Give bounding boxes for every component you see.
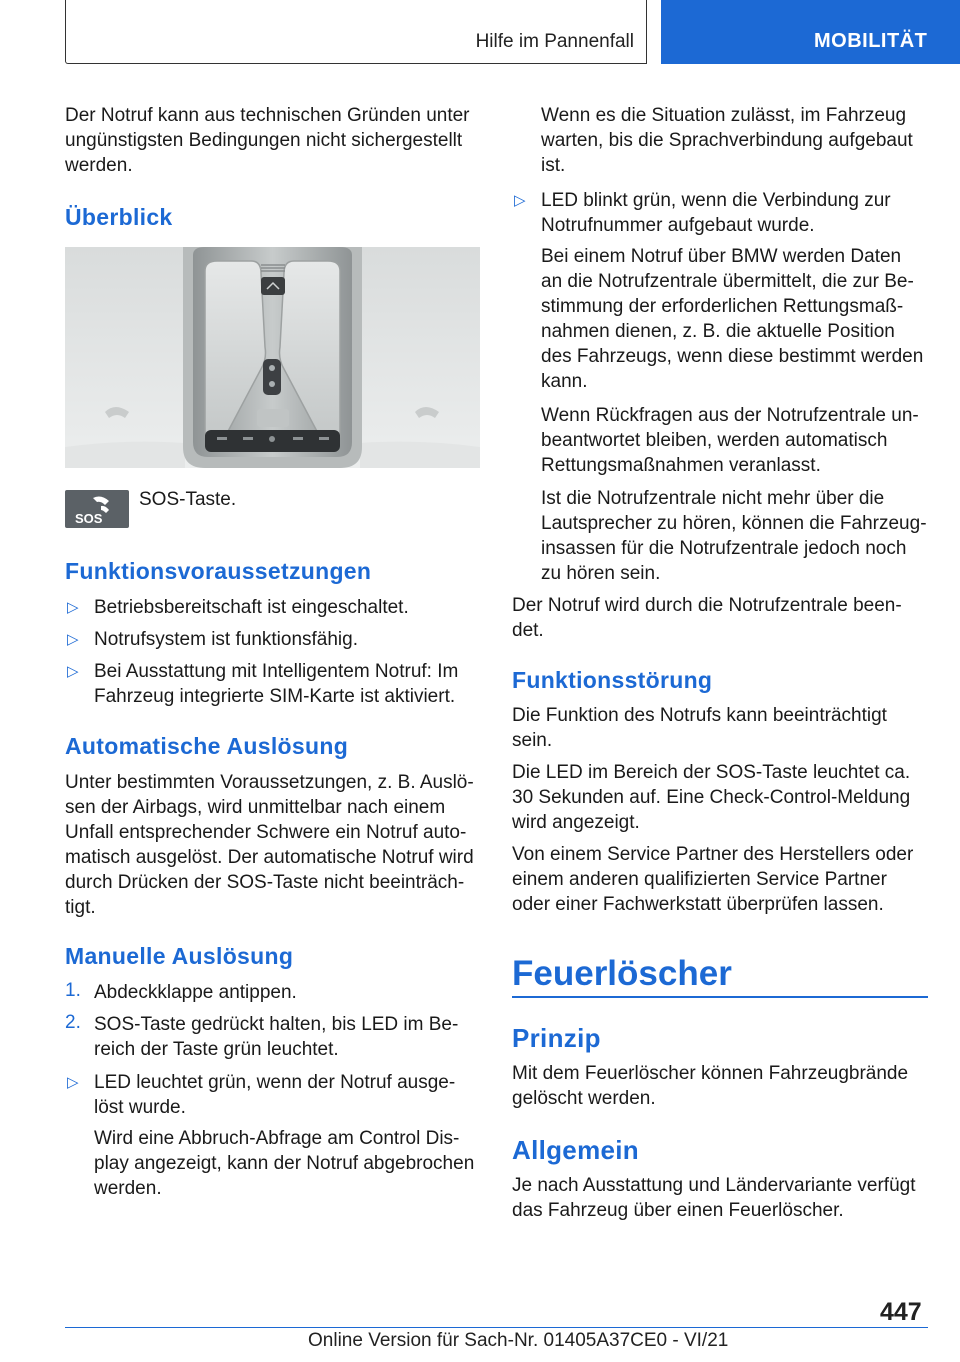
requirement-item: Bei Ausstattung mit Intelligentem Notruf: Im (94, 661, 459, 682)
triangle-bullet-icon: ▷ (67, 599, 79, 616)
general-text-line: das Fahrzeug über einen Feuerlöscher. (512, 1200, 844, 1221)
triangle-bullet-icon: ▷ (67, 631, 79, 648)
malfunction-text-line: 30 Sekunden auf. Eine Check-Control-Meldung (512, 787, 911, 808)
header-section-tab (65, 0, 647, 64)
questions-text-line: beantwortet bleiben, werden automatisch (541, 430, 888, 451)
auto-text-line: durch Drücken der SOS-Taste nicht beeinträch- (65, 872, 465, 893)
principle-heading: Prinzip (512, 1023, 601, 1053)
step-number: 2. (65, 1012, 81, 1033)
malfunction-text-line: Die Funktion des Notrufs kann beeinträchtigt (512, 705, 887, 726)
ended-text-line: det. (512, 620, 544, 641)
intro-line-3: werden. (65, 155, 133, 176)
malfunction-text-line: sein. (512, 730, 553, 751)
blink-item-cont: Notrufnummer aufgebaut wurde. (541, 215, 815, 236)
sos-button-icon (65, 490, 129, 528)
auto-text-line: sen der Airbags, wird unmittelbar nach einem (65, 797, 446, 818)
bmw-text-line: des Fahrzeugs, wenn diese bestimmt werden (541, 346, 924, 367)
sos-caption: SOS-Taste. (139, 489, 237, 510)
wait-text-line: ist. (541, 155, 566, 176)
speaker-text-line: insassen für die Notrufzentrale jedoch noch (541, 538, 907, 559)
triangle-bullet-icon: ▷ (67, 663, 79, 680)
questions-text-line: Rettungsmaßnahmen veranlasst. (541, 455, 821, 476)
auto-trigger-heading: Automatische Auslösung (65, 733, 349, 759)
wait-text-line: Wenn es die Situation zulässt, im Fahrzeug (541, 105, 907, 126)
page-number: 447 (880, 1298, 922, 1326)
intro-line-2: ungünstigsten Bedingungen nicht sichergestellt (65, 130, 463, 151)
requirement-item-cont: Fahrzeug integrierte SIM-Karte ist aktiviert. (94, 686, 456, 707)
malfunction-text-line: einem anderen qualifizierten Service Partner (512, 869, 887, 890)
intro-line-1: Der Notruf kann aus technischen Gründen unter (65, 105, 470, 126)
requirement-item: Notrufsystem ist funktionsfähig. (94, 629, 358, 650)
triangle-bullet-icon: ▷ (67, 1074, 79, 1091)
footer-rule (65, 1327, 928, 1328)
result-text-cont: löst wurde. (94, 1097, 186, 1118)
auto-text-line: matisch ausgelöst. Der automatische Notruf wird (65, 847, 474, 868)
bmw-text-line: stimmung der erforderlichen Rettungsmaß- (541, 296, 904, 317)
wait-text-line: warten, bis die Sprachverbindung aufgebaut (541, 130, 913, 151)
header-chapter-title: MOBILITÄT (814, 30, 928, 52)
principle-text-line: gelöscht werden. (512, 1088, 656, 1109)
requirement-item: Betriebsbereitschaft ist eingeschaltet. (94, 597, 409, 618)
auto-text-line: Unfall entsprechender Schwere ein Notruf auto- (65, 822, 467, 843)
malfunction-text-line: wird angezeigt. (512, 812, 640, 833)
bmw-text-line: kann. (541, 371, 588, 392)
result-extra-line: Wird eine Abbruch-Abfrage am Control Dis- (94, 1128, 460, 1149)
step-text: SOS-Taste gedrückt halten, bis LED im Be- (94, 1014, 459, 1035)
auto-text-line: Unter bestimmten Voraussetzungen, z. B. Auslö- (65, 772, 474, 793)
header-section-title: Hilfe im Pannenfall (475, 31, 634, 52)
step-number: 1. (65, 980, 81, 1001)
speaker-text-line: Lautsprecher zu hören, können die Fahrzeug- (541, 513, 927, 534)
principle-text-line: Mit dem Feuerlöscher können Fahrzeugbrände (512, 1063, 909, 1084)
malfunction-text-line: Von einem Service Partner des Herstellers oder (512, 844, 914, 865)
speaker-text-line: Ist die Notrufzentrale nicht mehr über die (541, 488, 885, 509)
overhead-console-photo (65, 247, 480, 468)
result-extra-line: werden. (94, 1178, 162, 1199)
footer-online-version: Online Version für Sach-Nr. 01405A37CE0 - VI/21 (308, 1330, 729, 1351)
extinguisher-heading: Feuerlöscher (512, 954, 732, 993)
bmw-text-line: Bei einem Notruf über BMW werden Daten (541, 246, 902, 267)
questions-text-line: Wenn Rückfragen aus der Notrufzentrale un- (541, 405, 919, 426)
bmw-text-line: nahmen dienen, z. B. die aktuelle Position (541, 321, 895, 342)
speaker-text-line: zu hören sein. (541, 563, 661, 584)
result-extra-line: play angezeigt, kann der Notruf abgebrochen (94, 1153, 475, 1174)
malfunction-text-line: Die LED im Bereich der SOS-Taste leuchtet ca. (512, 762, 911, 783)
requirements-heading: Funktionsvoraussetzungen (65, 558, 372, 584)
sos-icon-label: SOS (75, 511, 103, 526)
bmw-text-line: an die Notrufzentrale übermittelt, die zur Be- (541, 271, 914, 292)
overview-heading: Überblick (65, 204, 173, 230)
malfunction-heading: Funktionsstörung (512, 667, 713, 693)
step-text: Abdeckklappe antippen. (94, 982, 297, 1003)
heading-rule (512, 996, 928, 998)
auto-text-line: tigt. (65, 897, 96, 918)
result-text: LED leuchtet grün, wenn der Notruf ausge- (94, 1072, 456, 1093)
header-chapter-tab (661, 0, 960, 64)
ended-text-line: Der Notruf wird durch die Notrufzentrale been- (512, 595, 902, 616)
triangle-bullet-icon: ▷ (514, 192, 526, 209)
step-text-cont: reich der Taste grün leuchtet. (94, 1039, 339, 1060)
malfunction-text-line: oder einer Fachwerkstatt überprüfen lassen. (512, 894, 884, 915)
general-heading: Allgemein (512, 1135, 639, 1165)
blink-item: LED blinkt grün, wenn die Verbindung zur (541, 190, 891, 211)
general-text-line: Je nach Ausstattung und Ländervariante verfügt (512, 1175, 916, 1196)
manual-trigger-heading: Manuelle Auslösung (65, 943, 294, 969)
